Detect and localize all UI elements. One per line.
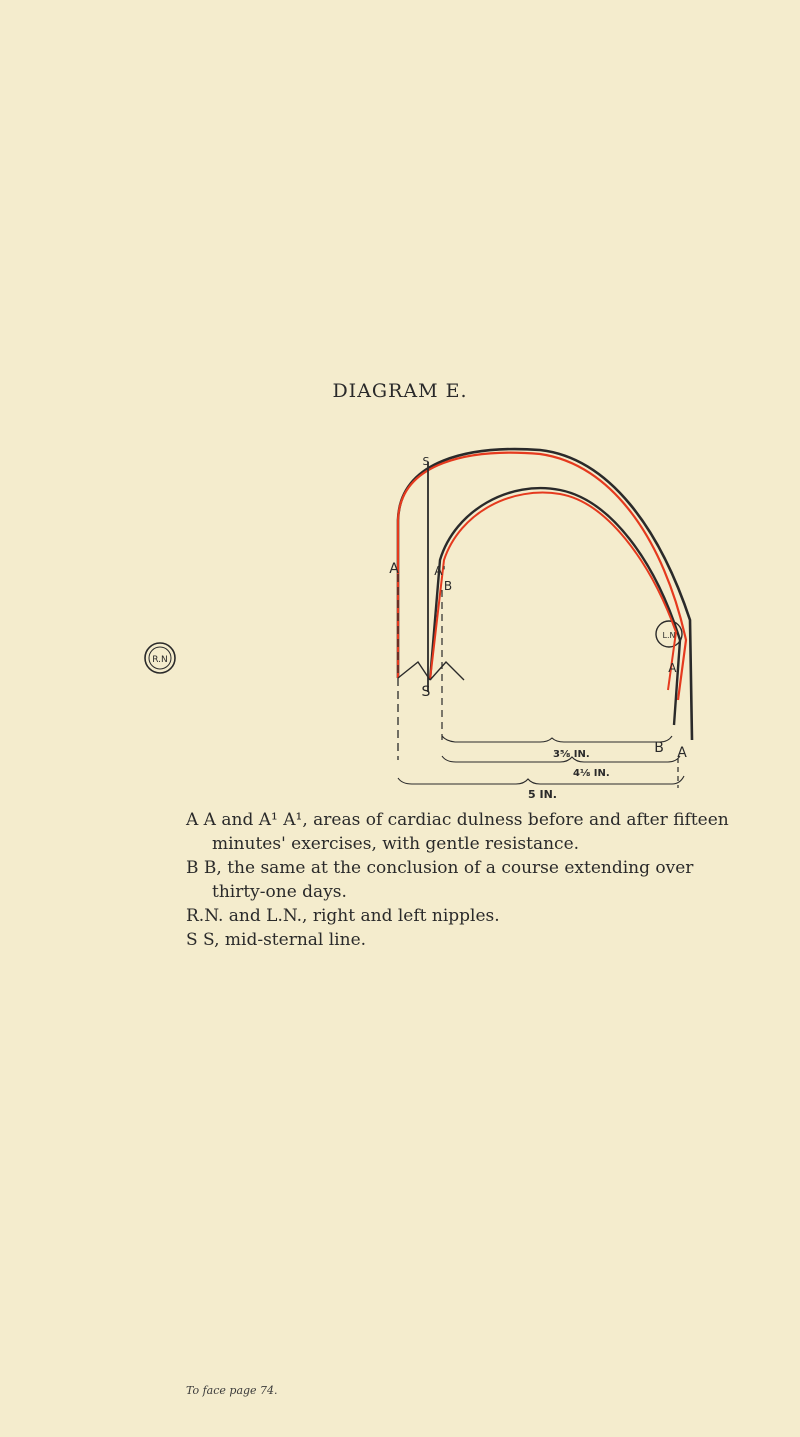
cardiac-diagram xyxy=(0,420,800,800)
label-s-bottom: S xyxy=(421,684,431,700)
label-b-left: B xyxy=(443,579,453,593)
label-mid-width: 4⅛ IN. xyxy=(573,768,610,779)
label-a-left: A xyxy=(389,561,399,577)
measure-inner-brace xyxy=(442,736,672,742)
measure-outer-brace xyxy=(398,776,684,784)
diagram-caption xyxy=(186,808,746,952)
label-s-top: S xyxy=(422,455,430,468)
page-footer: To face page 74. xyxy=(186,1384,278,1397)
caption-line-nipples: R.N. and L.N., right and left nipples. xyxy=(186,906,500,926)
label-a1-right: A' xyxy=(668,661,680,675)
label-b-right: B xyxy=(654,740,664,756)
left-nipple-label: L.N xyxy=(662,631,676,640)
label-outer-width: 5 IN. xyxy=(528,788,557,800)
right-nipple-icon xyxy=(145,643,175,673)
right-nipple-label: R.N xyxy=(152,655,168,665)
label-a-right: A xyxy=(677,745,687,761)
label-a1-left: A' xyxy=(434,564,446,578)
caption-line-b: B B, the same at the conclusion of a course extending over thirty-one days. xyxy=(186,858,694,902)
caption-line-a: A A and A¹ A¹, areas of cardiac dulness before and after fifteen minutes' exercises, with gentle resistance. xyxy=(186,810,729,854)
label-inner-width: 3⅝ IN. xyxy=(553,749,590,760)
diagram-title: DIAGRAM E. xyxy=(332,380,468,402)
caption-line-sternal: S S, mid-sternal line. xyxy=(186,930,367,950)
